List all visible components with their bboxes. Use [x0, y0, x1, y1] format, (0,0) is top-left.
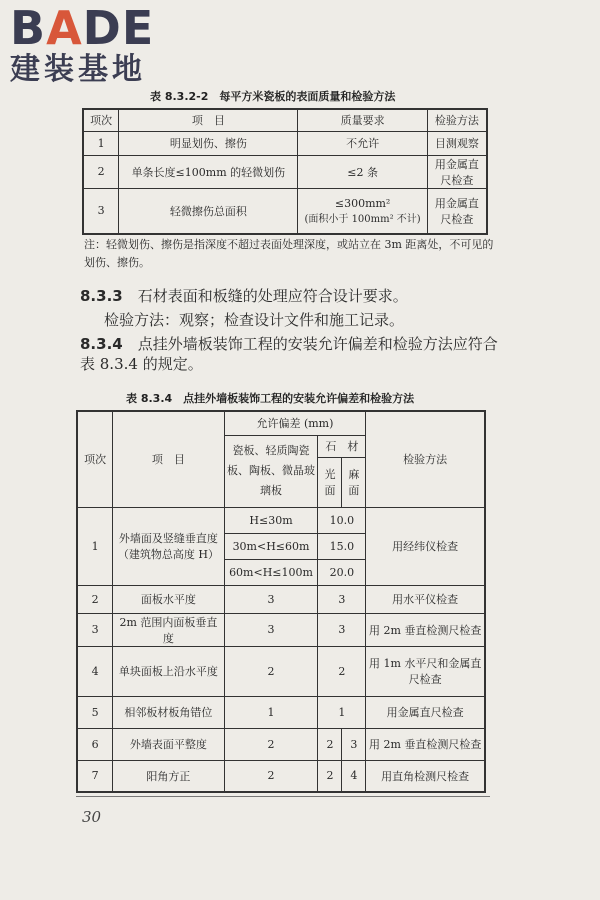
- table-row: 3 2m 范围内面板垂直度 3 3 用 2m 垂直检测尺检查: [77, 613, 485, 646]
- clause-8-3-4: 8.3.4 点挂外墙板装饰工程的安装允许偏差和检验方法应符合表 8.3.4 的规定。: [80, 335, 498, 373]
- header-requirement: 质量要求: [298, 109, 427, 131]
- table-row: 1 外墙面及竖缝垂直度（建筑物总高度 H） H≤30m 10.0 用经纬仪检查: [77, 507, 485, 533]
- installation-deviation-table: 项次 项 目 允许偏差 (mm) 检验方法 瓷板、轻质陶瓷板、陶板、微晶玻璃板 石 材 光面 麻面 1 外墙面及竖缝垂直度（建筑物总高度 H） H≤30m 10.0 用经纬仪检查 30m<H≤60m 15.0 60m<H≤100m 20.0 2 面板水平度 3 3 用水平仪检查 3 2m 范围内面板垂直度 3 3 用 2m 垂直检测尺检查 4 单块面板上沿水平度 2 2 用 1m 水平尺和金属直尺检查 5 相邻板材板角错位 1 1 用金属直尺检查 6 外墙表面平整度 2 2 3 用 2m 垂直检测尺检查 7 阳角方正 2 2 4 用直角检测尺检查: [76, 410, 486, 793]
- table-row: 1 明显划伤、擦伤 不允许 目测观察: [83, 131, 487, 155]
- table-row: 2 单条长度≤100mm 的轻微划伤 ≤2 条 用金属直尺检查: [83, 155, 487, 188]
- table-row: 7 阳角方正 2 2 4 用直角检测尺检查: [77, 760, 485, 792]
- table-row: 3 轻微擦伤总面积 ≤300mm² (面积小于 100mm² 不计) 用金属直尺检查: [83, 188, 487, 234]
- surface-quality-table: [82, 108, 488, 235]
- table1-note: 注：轻微划伤、擦伤是指深度不超过表面处理深度，或站立在 3m 距离处，不可见的划伤、擦伤。: [84, 238, 494, 269]
- header-item: 项 目: [119, 109, 298, 131]
- table-row: 2 面板水平度 3 3 用水平仪检查: [77, 585, 485, 613]
- logo-wordmark: BADE: [10, 1, 155, 55]
- header-no: 项次: [83, 109, 119, 131]
- table-row: 5 相邻板材板角错位 1 1 用金属直尺检查: [77, 696, 485, 728]
- table-header-row: [83, 109, 487, 131]
- table-row: 4 单块面板上沿水平度 2 2 用 1m 水平尺和金属直尺检查: [77, 646, 485, 696]
- inspection-method: 检验方法：观察；检查设计文件和施工记录。: [104, 311, 405, 329]
- table1-caption: 表 8.3.2-2 每平方米瓷板的表面质量和检验方法: [150, 90, 396, 103]
- clause-8-3-3: 8.3.3 石材表面和板缝的处理应符合设计要求。: [80, 287, 408, 305]
- page-number: 30: [82, 808, 102, 826]
- logo-subtitle: 建装基地: [10, 52, 146, 87]
- brand-logo: [10, 1, 180, 88]
- table2-caption: 表 8.3.4 点挂外墙板装饰工程的安装允许偏差和检验方法: [126, 392, 415, 405]
- table-row: 6 外墙表面平整度 2 2 3 用 2m 垂直检测尺检查: [77, 728, 485, 760]
- table-header-row: 项次 项 目 允许偏差 (mm) 检验方法: [77, 411, 485, 435]
- header-method: 检验方法: [427, 109, 487, 131]
- bottom-rule: [76, 796, 490, 797]
